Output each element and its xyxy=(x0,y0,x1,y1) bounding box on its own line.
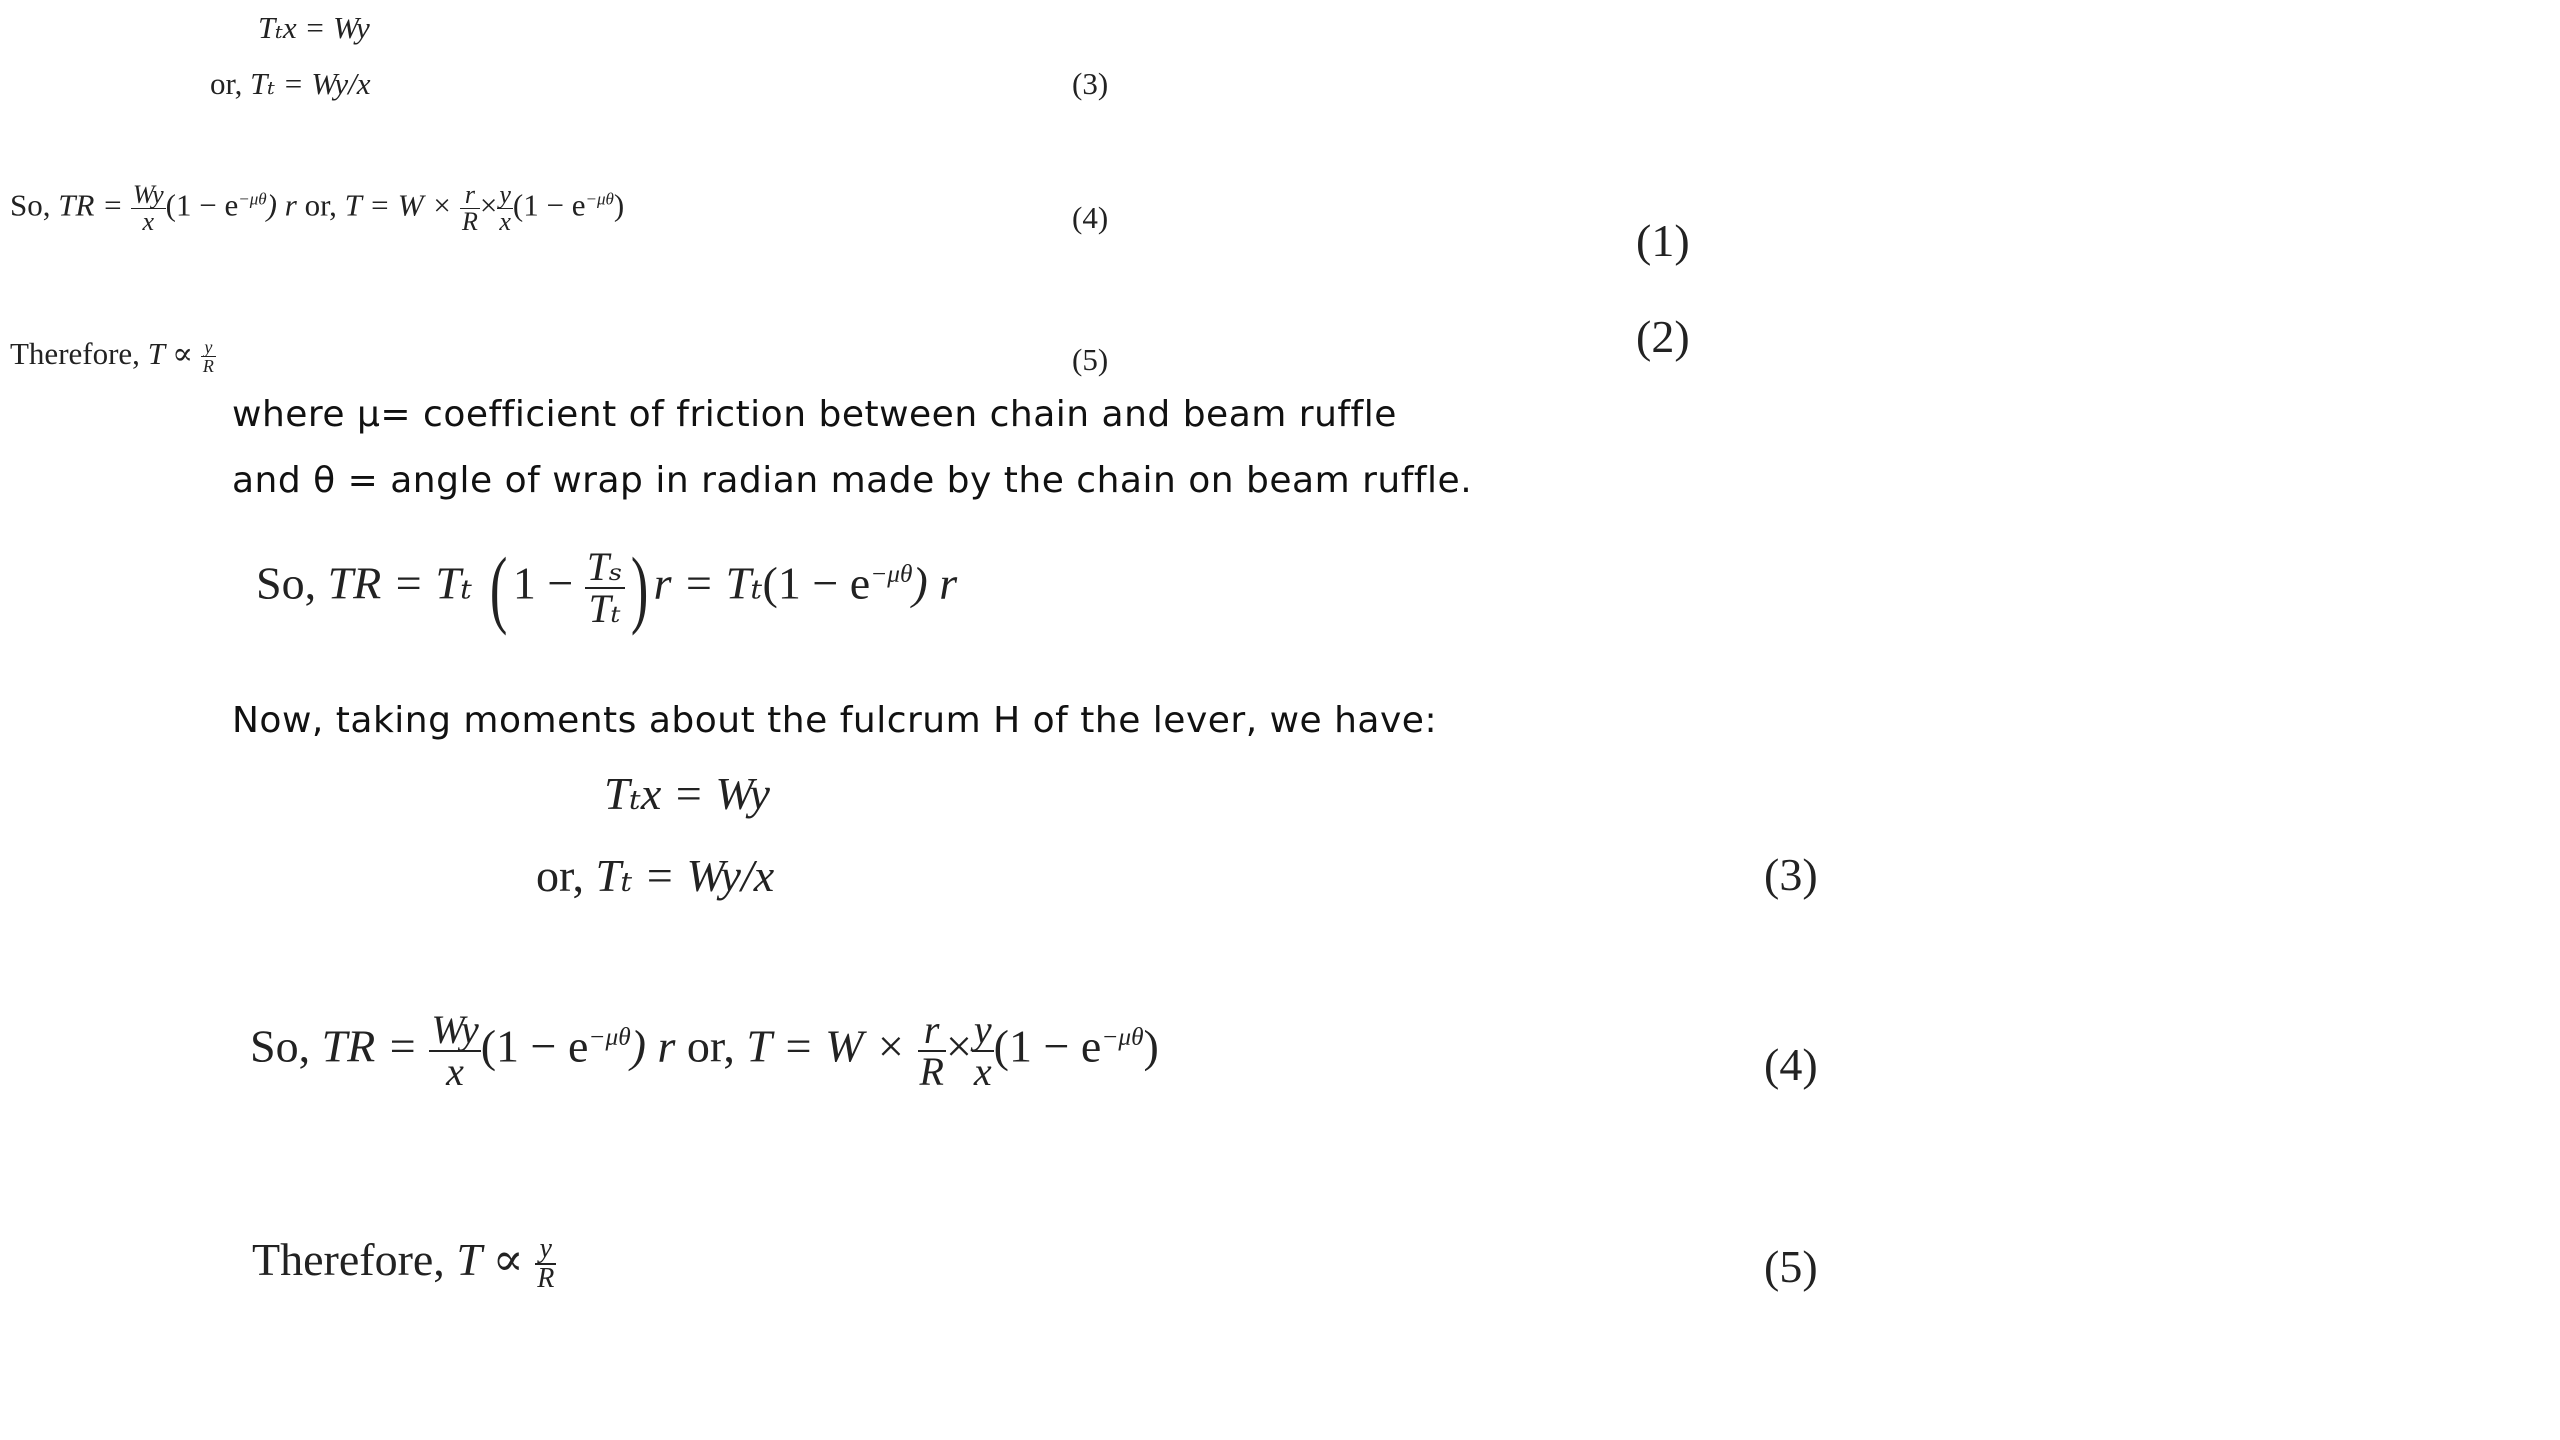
large-eq4-exp: −μθ xyxy=(588,1023,631,1052)
large-eq4-frac-wy-x xyxy=(429,1007,480,1094)
large-eq5-frac-den: R xyxy=(537,1263,555,1295)
large-eq-5 xyxy=(252,1232,556,1293)
large-eq-or-tt xyxy=(536,848,774,902)
small-eq5-frac-num: y xyxy=(201,338,216,357)
small-eq4-frac-wy-x xyxy=(131,182,166,235)
large-eq-tr-exp: −μθ xyxy=(870,559,913,588)
large-eq4-frac2-den: R xyxy=(919,1049,944,1094)
large-eq-tr-close-paren: ) xyxy=(630,539,648,636)
large-eq4-tail-exp: −μθ xyxy=(1101,1023,1144,1052)
large-eq-tr-paren: (1 − e xyxy=(762,557,871,609)
large-eq-tr-frac-den: Tₜ xyxy=(588,585,621,631)
small-eq4-exp: −μθ xyxy=(238,189,267,209)
large-eq4-tr: TR = xyxy=(321,1020,418,1072)
large-eq4-t: T = W × xyxy=(746,1020,906,1072)
small-eq4-tail-close: ) xyxy=(613,187,625,223)
small-eq4-frac-y-x xyxy=(497,182,513,235)
small-or-prefix: or, xyxy=(210,66,243,101)
small-eq4-paren-close: ) r xyxy=(266,187,297,223)
large-eq4-paren-close: ) r xyxy=(630,1020,676,1072)
large-eq5-therefore: Therefore, xyxy=(252,1234,445,1285)
large-eq4-tail-open: (1 − e xyxy=(993,1020,1102,1072)
large-eq-number-4: (4) xyxy=(1764,1039,1818,1090)
large-eq4-frac-y-x xyxy=(972,1007,994,1094)
small-eq4-t: T = W × xyxy=(344,187,453,223)
large-eq4-or: or, xyxy=(686,1020,735,1072)
large-eq-tr-close: ) r xyxy=(912,557,958,609)
small-eq-number-4: (4) xyxy=(1072,200,1109,235)
large-eq5-frac-num: y xyxy=(535,1235,556,1265)
text-line-wrap-angle: and θ = angle of wrap in radian made by the chain on beam ruffle. xyxy=(232,460,1473,501)
large-eq5-frac-y-R xyxy=(535,1235,556,1293)
large-eq-tr-mid: r = Tₜ xyxy=(653,557,763,609)
large-eq-number-3: (3) xyxy=(1764,849,1818,900)
large-eq-4 xyxy=(250,1007,1159,1094)
large-eq-tr-one: 1 − xyxy=(512,557,574,609)
text-line-moments: Now, taking moments about the fulcrum H of the lever, we have: xyxy=(232,700,1438,741)
small-eq5-frac-y-R xyxy=(201,338,216,375)
small-eq4-frac3-den: x xyxy=(499,207,511,236)
small-eq4-paren: (1 − e xyxy=(165,187,239,223)
small-eq-tt-x: Tₜx = Wy xyxy=(258,10,370,45)
large-eq4-so: So, xyxy=(250,1020,311,1072)
small-eq4-frac3-num: y xyxy=(499,180,511,209)
small-eq-number-5: (5) xyxy=(1072,342,1109,377)
text-line-friction: where μ= coefficient of friction between chain and beam ruffle xyxy=(232,394,1397,435)
small-eq-number-3: (3) xyxy=(1072,66,1109,101)
side-eq-number-2: (2) xyxy=(1636,311,1690,362)
small-eq5-frac-den: R xyxy=(202,356,214,377)
large-eq5-t: T ∝ xyxy=(456,1234,524,1285)
large-eq-number-5: (5) xyxy=(1764,1241,1818,1292)
large-eq4-tail-close: ) xyxy=(1143,1020,1159,1072)
large-eq4-frac3-num: y xyxy=(973,1007,992,1052)
side-eq-number-1: (1) xyxy=(1636,215,1690,266)
small-eq4-times: × xyxy=(479,187,498,223)
large-eq4-frac-r-R xyxy=(918,1007,946,1094)
large-eq-tr-so: So, xyxy=(256,557,317,609)
small-eq5-t: T ∝ xyxy=(147,336,194,371)
large-eq4-frac2-num: r xyxy=(918,1010,946,1052)
small-eq5-therefore: Therefore, xyxy=(10,336,140,371)
small-or-body: Tₜ = Wy/x xyxy=(250,66,371,101)
small-eq-or-tt xyxy=(210,66,371,102)
large-eq-tr-lhs: TR = Tₜ xyxy=(327,557,473,609)
large-eq4-frac-num: Wy xyxy=(431,1007,479,1052)
small-eq4-frac-num: Wy xyxy=(132,180,164,209)
large-or-body: Tₜ = Wy/x xyxy=(595,850,775,901)
large-eq4-frac3-den: x xyxy=(973,1049,992,1094)
small-eq-4 xyxy=(10,182,624,235)
small-eq4-tail-exp: −μθ xyxy=(585,189,614,209)
large-eq-tr-open-paren: ( xyxy=(489,539,508,636)
large-eq4-frac-den: x xyxy=(446,1049,464,1094)
small-eq4-frac-r-R xyxy=(460,182,480,235)
large-eq4-paren: (1 − e xyxy=(480,1020,589,1072)
large-or-prefix: or, xyxy=(536,850,584,901)
small-eq4-frac-den: x xyxy=(142,207,155,236)
large-eq-tr-frac-num: Tₛ xyxy=(586,543,623,589)
small-eq4-frac2-num: r xyxy=(460,182,480,209)
large-eq4-times: × xyxy=(945,1020,972,1072)
large-eq-tr-frac-ts-tt xyxy=(585,543,625,631)
small-eq4-tail-open: (1 − e xyxy=(512,187,586,223)
large-eq-tr xyxy=(256,539,958,636)
large-eq-tt-x: Tₜx = Wy xyxy=(604,768,770,819)
small-eq4-tr: TR = xyxy=(58,187,124,223)
small-eq4-frac2-den: R xyxy=(462,207,478,236)
small-eq4-or: or, xyxy=(304,187,337,223)
small-eq-5 xyxy=(10,336,216,375)
small-eq4-so: So, xyxy=(10,187,51,223)
